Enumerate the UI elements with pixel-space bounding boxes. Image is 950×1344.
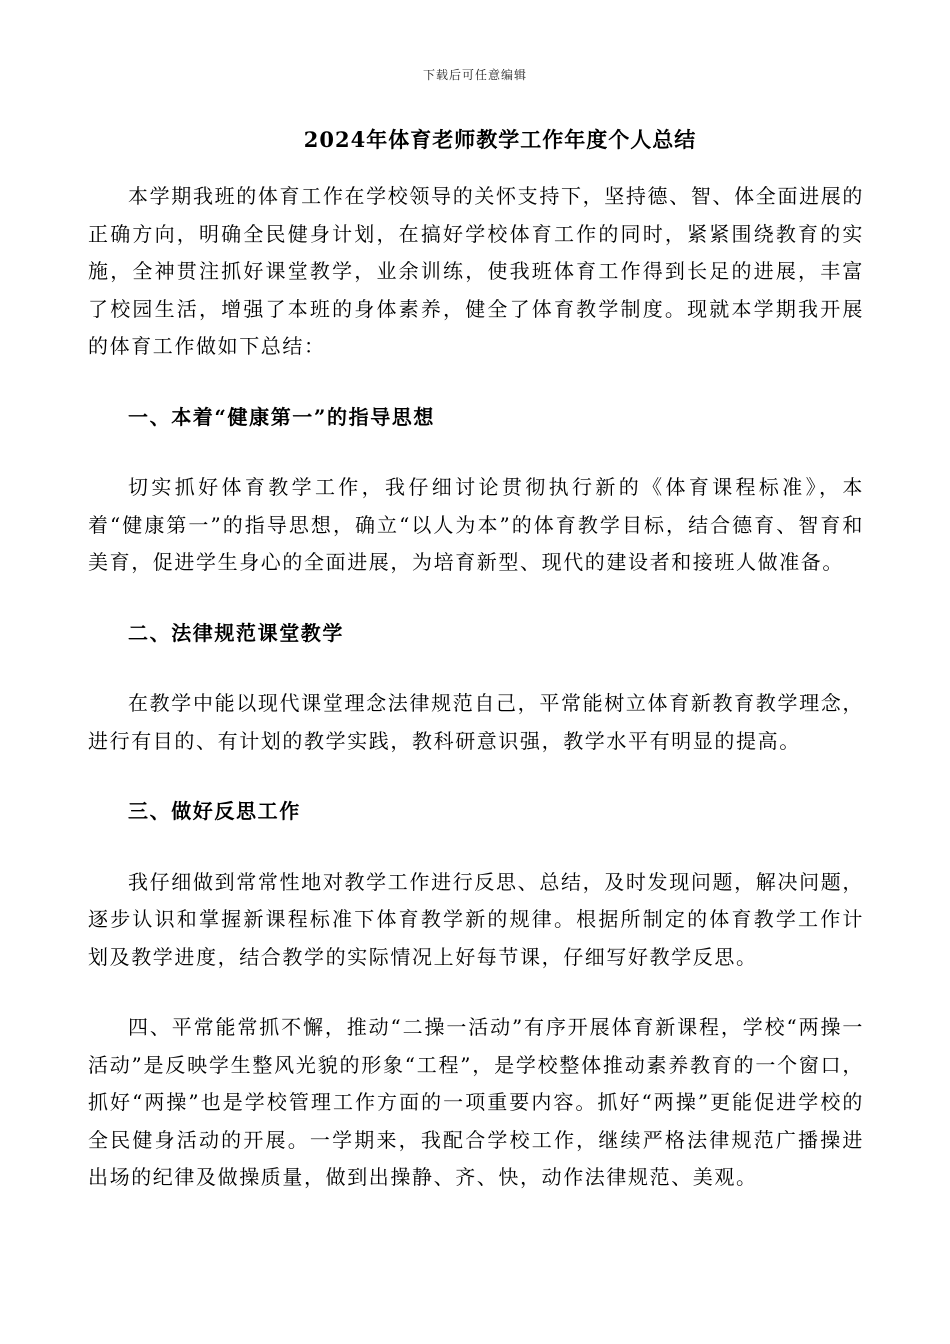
section-heading-2: 二、法律规范课堂教学 [128,620,344,645]
section-heading-3: 三、做好反思工作 [128,799,301,823]
section-body-3: 我仔细做到常常性地对教学工作进行反思、总结，及时发现问题，解决问题，逐步认识和掌握新课程标准下体育教学新的规律。根据所制定的体育教学工作计划及教学进度，结合教学的实际情况上好每节课，仔细写好教学反思。 [88,869,864,969]
document-body [88,178,864,1197]
intro-paragraph: 本学期我班的体育工作在学校领导的关怀支持下，坚持德、智、体全面进展的正确方向，明确全民健身计划，在搞好学校体育工作的同时，紧紧围绕教育的实施，全神贯注抓好课堂教学，业余训练，使我班体育工作得到长足的进展，丰富了校园生活，增强了本班的身体素养，健全了体育教学制度。现就本学期我开展的体育工作做如下总结： [88,184,864,358]
header-note: 下载后可任意编辑 [422,68,527,82]
document-title: 2024年体育老师教学工作年度个人总结 [303,127,697,152]
section-body-1: 切实抓好体育教学工作，我仔细讨论贯彻执行新的《体育课程标准》，本着“健康第一”的指导思想，确立“以人为本”的体育教学目标，结合德育、智育和美育，促进学生身心的全面进展，为培育新型、现代的建设者和接班人做准备。 [88,475,864,574]
section-heading-1: 一、本着“健康第一”的指导思想 [128,404,436,429]
closing-paragraph: 四、平常能常抓不懈，推动“二操一活动”有序开展体育新课程，学校“两操一活动”是反映学生整风光貌的形象“工程”，是学校整体推动素养教育的一个窗口，抓好“两操”也是学校管理工作方面的一项重要内容。抓好“两操”更能促进学校的全民健身活动的开展。一学期来，我配合学校工作，继续严格法律规范广播操进出场的纪律及做操质量，做到出操静、齐、快，动作法律规范、美观。 [88,1015,864,1189]
section-body-2: 在教学中能以现代课堂理念法律规范自己，平常能树立体育新教育教学理念，进行有目的、有计划的教学实践，教科研意识强，教学水平有明显的提高。 [88,691,864,753]
